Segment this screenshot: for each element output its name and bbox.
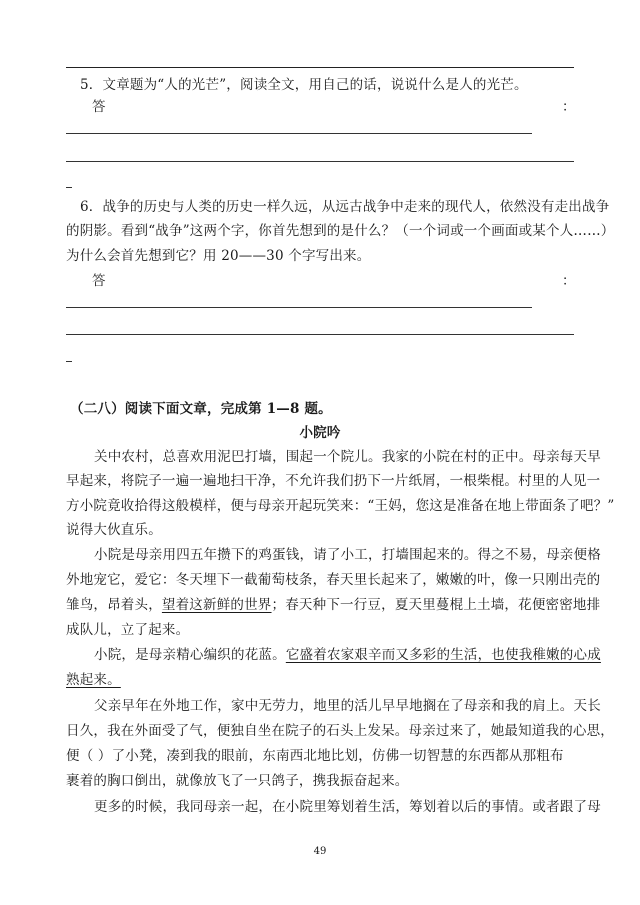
passage-line: 更多的时候，我同母亲一起，在小院里筹划着生活，筹划着以后的事情。或者跟了母 xyxy=(94,799,601,815)
passage-line: 便（ ）了小凳，凑到我的眼前，东南西北地比划，仿佛一切智慧的东西都从那粗布 xyxy=(66,748,564,764)
underlined-sentence: 熟起来。 xyxy=(66,672,121,688)
passage-line: 说得大伙直乐。 xyxy=(66,522,162,538)
passage-line xyxy=(66,671,121,689)
underlined-sentence: 它盛着农家艰辛而又多彩的生活，也使我稚嫩的心成 xyxy=(285,647,601,663)
passage-line: 外地宠它，爱它：冬天埋下一截葡萄枝条，春天里长起来了，嫩嫩的叶，像一只刚出壳的 xyxy=(66,572,601,588)
answer-colon-6: ： xyxy=(562,273,576,289)
section-heading: （二八）阅读下面文章，完成第 1—8 题。 xyxy=(70,401,332,417)
passage-line: 成队儿，立了起来。 xyxy=(66,622,190,638)
passage-text: 小院，是母亲精心编织的花蓝。 xyxy=(94,647,286,663)
question-6-line2: 的阴影。看到“战争”这两个字，你首先想到的是什么？（一个词或一个画面或某个人……） xyxy=(66,223,615,239)
page-number: 49 xyxy=(313,846,327,857)
passage-text: 雏鸟，昂着头， xyxy=(66,597,162,613)
passage-line: 父亲早年在外地工作，家中无劳力，地里的活儿早早地搁在了母亲和我的肩上。天长 xyxy=(94,698,601,714)
answer-line-end xyxy=(66,187,72,188)
answer-label-6: 答 xyxy=(92,273,106,289)
passage-line xyxy=(66,596,600,614)
answer-label-5: 答 xyxy=(92,99,106,115)
passage-line: 裹着的胸口倒出，就像放飞了一只鸽子，携我振奋起来。 xyxy=(66,773,409,789)
question-6-line1: 6．战争的历史与人类的历史一样久远，从远古战争中走来的现代人，依然没有走出战争 xyxy=(80,199,610,215)
question-6-line3: 为什么会首先想到它？用 20——30 个字写出来。 xyxy=(66,248,371,264)
answer-colon-5: ： xyxy=(562,99,576,115)
passage-line: 早起来，将院子一遍一遍地扫干净，不允许我们扔下一片纸屑，一根柴棍。村里的人见一 xyxy=(66,473,601,489)
top-rule xyxy=(66,67,574,68)
answer-line-end xyxy=(66,361,72,362)
answer-line xyxy=(66,307,532,308)
passage-line: 小院是母亲用四五年攒下的鸡蛋钱，请了小工，打墙围起来的。得之不易，母亲便格 xyxy=(94,547,601,563)
answer-line xyxy=(66,133,532,134)
passage-line: 日久，我在外面受了气，便独自坐在院子的石头上发呆。母亲过来了，她最知道我的心思， xyxy=(66,723,614,739)
passage-line: 方小院竟收拾得这般模样，便与母亲开起玩笑来：“王妈，您这是准备在地上带面条了吧？” xyxy=(66,498,615,514)
answer-line xyxy=(66,161,574,162)
passage-text: ；春天种下一行豆，夏天里蔓棍上土墙，花便密密地排 xyxy=(271,597,601,613)
answer-line xyxy=(66,334,574,335)
passage-title: 小院吟 xyxy=(299,425,341,441)
passage-line xyxy=(94,646,601,664)
question-5: 5．文章题为“人的光芒”，阅读全文，用自己的话，说说什么是人的光芒。 xyxy=(80,77,528,93)
passage-line: 关中农村，总喜欢用泥巴打墙，围起一个院儿。我家的小院在村的正中。母亲每天早 xyxy=(94,449,601,465)
underlined-phrase: 望着这新鲜的世界 xyxy=(161,597,272,613)
